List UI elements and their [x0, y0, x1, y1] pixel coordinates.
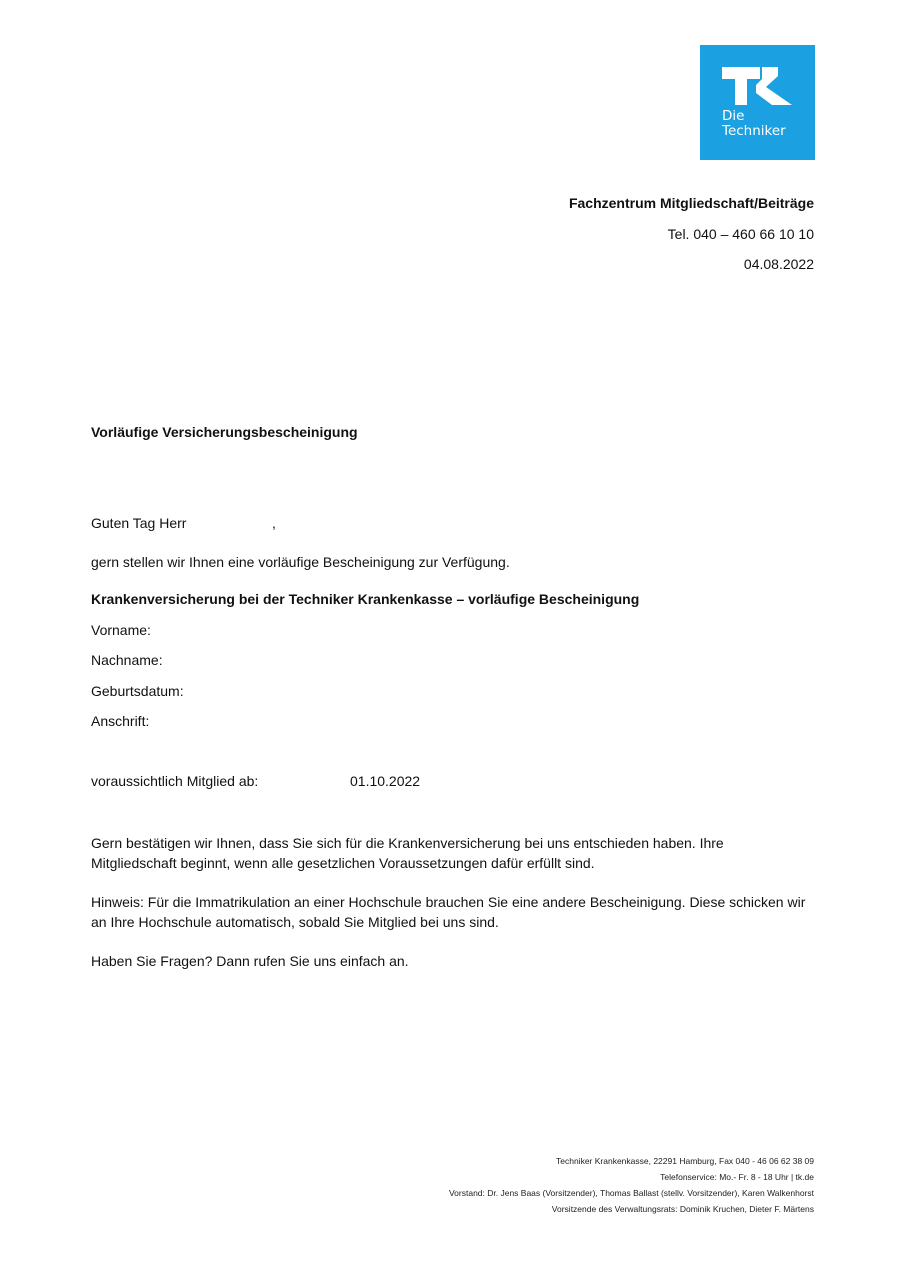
field-last-name-label: Nachname: [91, 652, 163, 668]
footer-line-address: Techniker Krankenkasse, 22291 Hamburg, Fax 040 - 46 06 62 38 09 [556, 1156, 814, 1166]
membership-label: voraussichtlich Mitglied ab: [91, 773, 259, 789]
tk-logo-mark [700, 45, 815, 160]
membership-date: 01.10.2022 [350, 773, 421, 789]
logo-text-line2: Techniker [722, 123, 786, 139]
footer-line-board: Vorstand: Dr. Jens Baas (Vorsitzender), Thomas Ballast (stellv. Vorsitzender), Karen Walkenhorst [448, 1188, 814, 1198]
greeting-comma: , [272, 515, 276, 531]
field-first-name-label: Vorname: [91, 622, 151, 638]
logo-text-line1: Die [722, 108, 745, 124]
department-name: Fachzentrum Mitgliedschaft/Beiträge [568, 195, 814, 211]
footer [449, 1153, 814, 1217]
footer-line-service: Telefonservice: Mo.- Fr. 8 - 18 Uhr | tk.de [660, 1172, 814, 1182]
letter-subject: Vorläufige Versicherungsbescheinigung [91, 424, 358, 440]
letter-date: 04.08.2022 [743, 256, 814, 272]
paragraph-questions: Haben Sie Fragen? Dann rufen Sie uns einfach an. [91, 953, 409, 969]
paragraph-notice: Hinweis: Für die Immatrikulation an einer Hochschule brauchen Sie eine andere Bescheinigung. Diese schicken wir an Ihre Hochschule automatisch, sobald Sie Mitglied bei uns sind. [91, 894, 806, 930]
footer-line-council: Vorsitzende des Verwaltungsrats: Dominik Kruchen, Dieter F. Märtens [551, 1204, 814, 1214]
greeting [91, 515, 276, 531]
intro-text: gern stellen wir Ihnen eine vorläufige Bescheinigung zur Verfügung. [91, 554, 510, 570]
field-birthdate-label: Geburtsdatum: [91, 683, 184, 699]
field-address-label: Anschrift: [91, 713, 150, 729]
section-title: Krankenversicherung bei der Techniker Krankenkasse – vorläufige Bescheinigung [91, 591, 640, 607]
greeting-text: Guten Tag Herr [91, 515, 187, 531]
phone-number: Tel. 040 – 460 66 10 10 [667, 226, 814, 242]
tk-logo [700, 45, 815, 160]
paragraph-confirmation: Gern bestätigen wir Ihnen, dass Sie sich für die Krankenversicherung bei uns entschieden haben. Ihre Mitgliedschaft beginnt, wenn alle gesetzlichen Voraussetzungen dafür erfüllt sind. [91, 835, 724, 871]
